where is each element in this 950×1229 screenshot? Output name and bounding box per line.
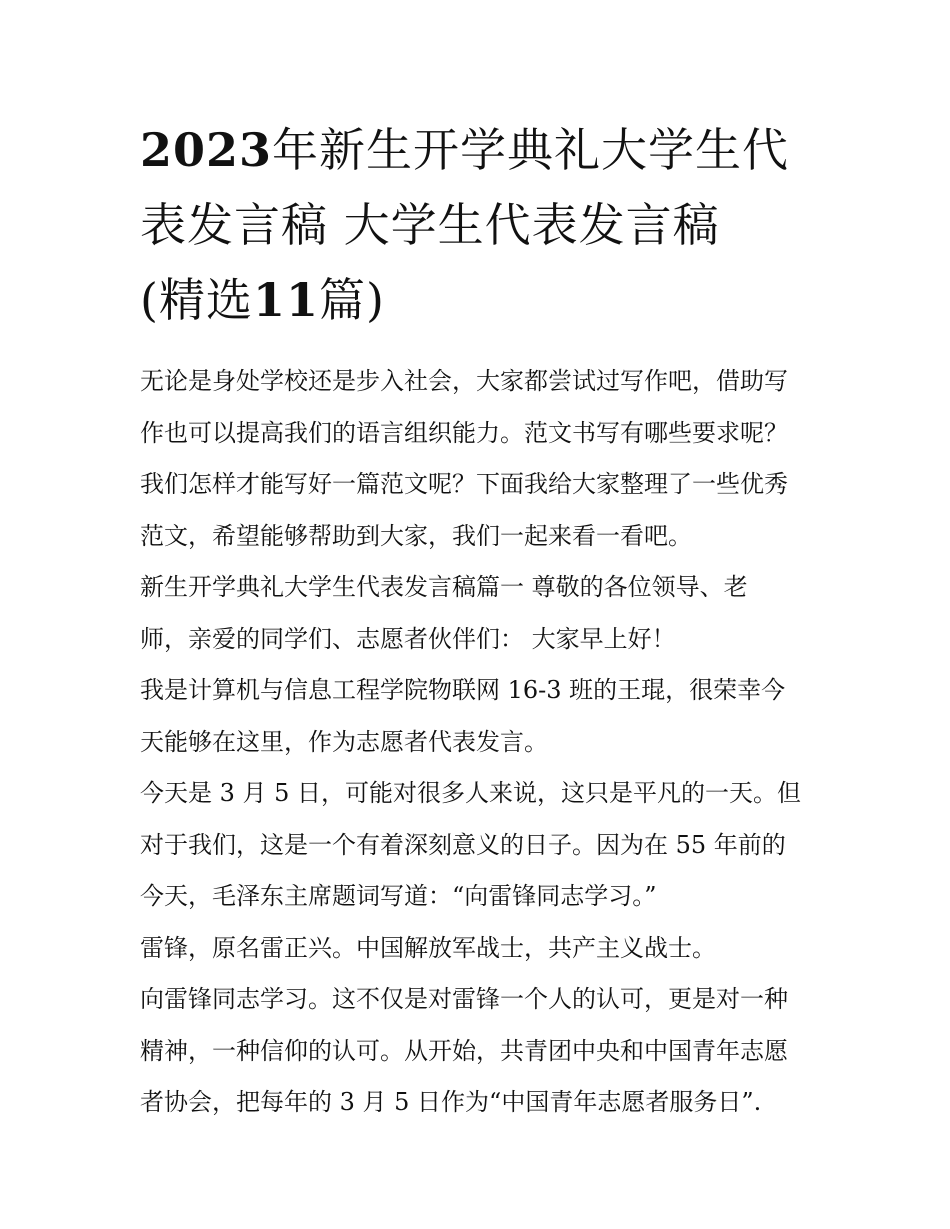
- title-line-2: [140, 188, 830, 263]
- document-body: [140, 356, 830, 1129]
- body-line: 者协会，把每年的 3 月 5 日作为“中国青年志愿者服务日”.: [140, 1088, 762, 1116]
- body-line: 我们怎样才能写好一篇范文呢？下面我给大家整理了一些优秀: [140, 470, 788, 498]
- body-line: 向雷锋同志学习。这不仅是对雷锋一个人的认可，更是对一种: [140, 985, 788, 1013]
- body-line: 作也可以提高我们的语言组织能力。范文书写有哪些要求呢？: [140, 418, 788, 447]
- title-line-1: [140, 113, 830, 188]
- title-line-3-suffix: 篇): [318, 273, 385, 327]
- body-line: 我是计算机与信息工程学院物联网 16-3 班的王琨，很荣幸今: [140, 676, 786, 704]
- title-year: 2023: [140, 123, 273, 177]
- body-line: 精神，一种信仰的认可。从开始，共青团中央和中国青年志愿: [140, 1036, 788, 1065]
- body-line: 无论是身处学校还是步入社会，大家都尝试过写作吧，借助写: [140, 367, 788, 395]
- body-line: 范文，希望能够帮助到大家，我们一起来看一看吧。: [140, 521, 692, 550]
- document-title: [140, 113, 830, 338]
- title-line-1-text: 年新生开学典礼大学生代: [272, 123, 790, 177]
- title-count: 11: [252, 273, 319, 327]
- title-line-2-text: 表发言稿 大学生代表发言稿: [140, 198, 720, 252]
- body-line: 今天是 3 月 5 日，可能对很多人来说，这只是平凡的一天。但: [140, 779, 802, 807]
- title-line-3: [140, 263, 830, 338]
- body-line: 师，亲爱的同学们、志愿者伙伴们： 大家早上好！: [140, 624, 676, 653]
- body-line: 今天，毛泽东主席题词写道：“向雷锋同志学习。”: [140, 882, 657, 910]
- body-line: 对于我们，这是一个有着深刻意义的日子。因为在 55 年前的: [140, 830, 786, 859]
- title-line-3-text: (精选: [140, 273, 253, 327]
- body-line: 天能够在这里，作为志愿者代表发言。: [140, 727, 548, 756]
- body-line: 新生开学典礼大学生代表发言稿篇一 尊敬的各位领导、老: [140, 573, 748, 601]
- body-line: 雷锋，原名雷正兴。中国解放军战士，共产主义战士。: [140, 933, 716, 962]
